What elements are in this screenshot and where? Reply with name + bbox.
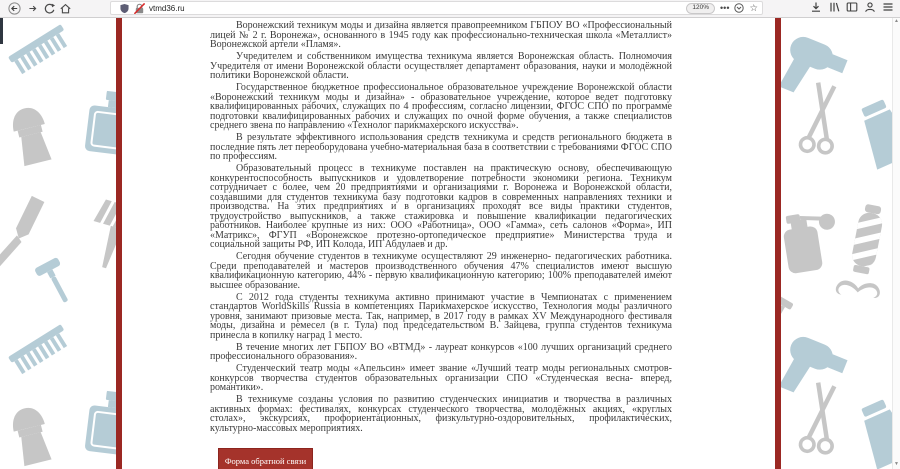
library-icon[interactable] — [828, 0, 840, 18]
scrollbar-down-arrow-icon[interactable]: ▼ — [894, 461, 899, 467]
paragraph: Образовательный процесс в техникуме поставлен на практическую основу, обеспечивающую конкурентоспособность выпускников и удовлетворение потребности экономики региона. Техникум сотрудничает с более, чем 20 предприятиями и организациями г. Воронежа и Воронежской области, создавшими для студентов техникума базу подготовки кадров в современных направлениях техники и производства. На этих предприятиях и в организациях проходят все виды практики студентов, трудоустройство выпускников, а также стажировка и повышение квалификации педагогических работников. Наиболее крупные из них: ООО «Работница», ООО «Гамма», сеть салонов «Форма», ИП «Матрикс», ФГУП «Воронежское протезно-ортопедическое предприятие» Министерства труда и социальной защиты РФ, ИП Колода, ИП Абдулаев и др. — [210, 163, 672, 250]
insecure-lock-icon[interactable] — [134, 3, 145, 14]
reload-button[interactable] — [42, 1, 56, 15]
bookmark-star-icon[interactable]: ☆ — [749, 2, 758, 14]
forward-button[interactable] — [25, 1, 39, 15]
forward-icon — [26, 2, 39, 15]
browser-toolbar — [0, 0, 900, 18]
paragraph: Учредителем и собственником имущества техникума является Воронежская область. Полномочия Учредителя от имени Воронежской области осуществляет департамент образования, науки и молодёжной политики Воронежской области. — [210, 51, 672, 81]
sidebar-toggle-icon[interactable] — [846, 0, 858, 18]
vertical-scrollbar[interactable] — [892, 17, 900, 469]
paragraph: В течение многих лет ГБПОУ ВО «ВТМД» - лауреат конкурсов «100 лучших организаций среднего профессионального образования». — [210, 341, 672, 362]
scrollbar-up-arrow-icon[interactable]: ▲ — [894, 18, 899, 24]
window-edge-artifact — [0, 17, 3, 44]
back-icon — [8, 2, 21, 15]
back-button[interactable] — [7, 1, 21, 15]
paragraph: С 2012 года студенты техникума активно принимают участие в Чемпионатах с применением стандартов WorldSkills Russia в компетенциях Парикмахерское искусство, Технология моды различного уровня, занимают призовые места. Так, например, в 2017 году в рамках XV Международного фестиваля моды, дизайна и ремесел (в г. Тула) под председательством В. Зайцева, группа студентов техникума принесла в копилку наград 1 место. — [210, 291, 672, 341]
home-button[interactable] — [58, 1, 72, 15]
main-content-panel — [116, 17, 781, 469]
paragraph: В результате эффективного использования средств техникума и средств регионального бюджета в последние пять лет переоборудована учебно-материальная база в соответствии с требованиями ФГОС СПО по профессиям. — [210, 132, 672, 162]
address-bar[interactable] — [110, 1, 763, 15]
paragraph: Сегодня обучение студентов в техникуме осуществляют 29 инженерно- педагогических работника. Среди преподавателей и мастеров производственного обучения 47% специалистов имеют высшую квалификационную категорию, 44% - первую квалификационную категорию; 100% преподавателей имеют высшее образование. — [210, 251, 672, 291]
paragraph: Воронежский техникум моды и дизайна является правопреемником ГБПОУ ВО «Профессиональный лицей № 2 г. Воронежа», основанного в 1945 году как профессионально-техническая школа «Металлист» Воронежской артели «Пламя». — [210, 21, 672, 50]
zoom-level-indicator[interactable]: 120% — [686, 3, 715, 14]
toolbar-right-icons — [810, 0, 900, 17]
tracking-protection-shield-icon[interactable] — [120, 3, 129, 14]
paragraph: Государственное бюджетное профессиональное образовательное учреждение Воронежской области «Воронежский техникум моды и дизайна» - образовательное учреждение, которое ведет подготовку квалифицированных рабочих, служащих по 4 профессиям, согласно лицензии, ФГОС СПО по программе подготовки квалифицированных рабочих и служащих по очной форме обучения, а также специалистов среднего звена по направлению «Технолог парикмахерского искусства». — [210, 82, 672, 131]
menu-hamburger-icon[interactable] — [882, 0, 894, 18]
home-icon — [59, 2, 72, 15]
webpage-viewport — [0, 17, 900, 469]
article-text — [210, 21, 672, 457]
pocket-icon[interactable] — [734, 3, 744, 13]
account-icon[interactable] — [864, 0, 876, 18]
download-icon[interactable] — [810, 0, 822, 18]
paragraph: Студенческий театр моды «Апельсин» имеет звание «Лучший театр моды региональных смотров-конкурсов творчества студентов образовательных организации СПО «Студенческая весна- вперед, романтики». — [210, 363, 672, 393]
paragraph: В техникуме созданы условия по развитию студенческих инициатив и творчества в различных активных формах: фестивалях, конкурсах студенческого творчества, молодёжных акциях, «круглых столах», экскурсиях, профориентационных, физкультурно-оздоровительных, профилактических, культурно-массовых мероприятиях. — [210, 394, 672, 434]
feedback-form-button[interactable]: Форма обратной связи — [218, 448, 313, 469]
url-text[interactable]: vtmd36.ru — [149, 3, 185, 13]
reload-icon — [43, 2, 56, 15]
page-actions-icon[interactable]: ••• — [720, 3, 730, 13]
